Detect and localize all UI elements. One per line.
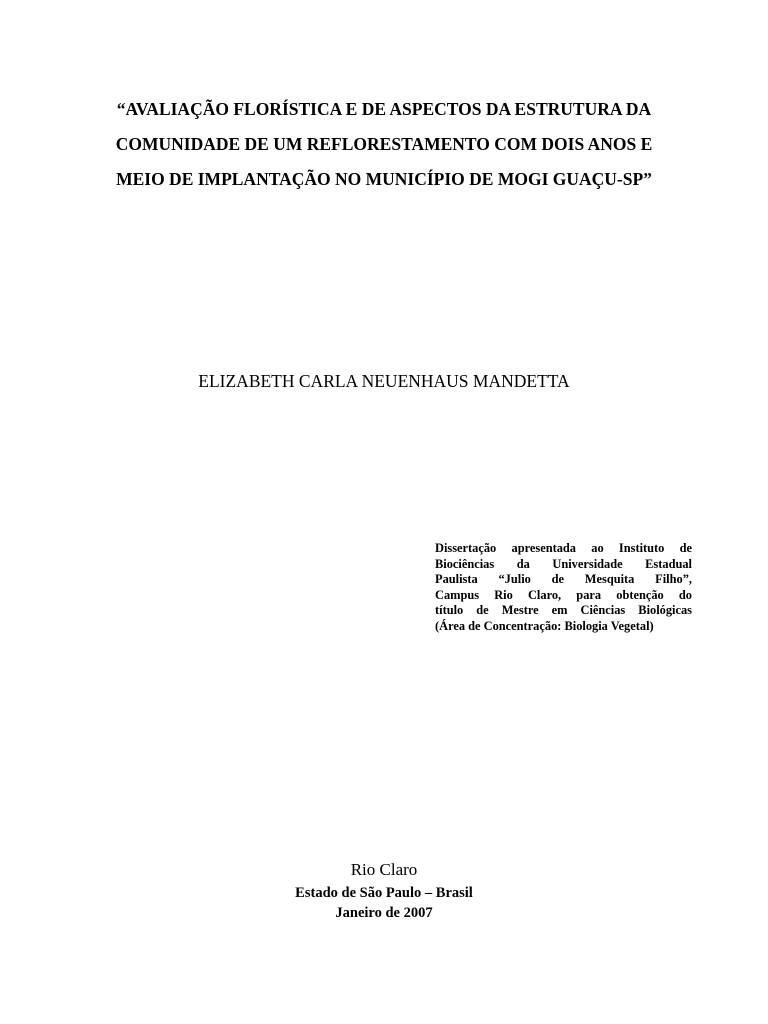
title-line-3: MEIO DE IMPLANTAÇÃO NO MUNICÍPIO DE MOGI GUAÇU-SP”: [116, 169, 652, 189]
author-name: ELIZABETH CARLA NEUENHAUS MANDETTA: [198, 371, 570, 391]
footer-block: [184, 857, 584, 923]
title-line-1: “AVALIAÇÃO FLORÍSTICA E DE ASPECTOS DA ESTRUTURA DA: [116, 99, 652, 119]
dissertation-title: [60, 92, 708, 197]
note-line-4: Campus Rio Claro, para obtenção do: [435, 587, 692, 602]
title-line-2: COMUNIDADE DE UM REFLORESTAMENTO COM DOIS ANOS E: [115, 134, 653, 154]
note-line-5: título de Mestre em Ciências Biológicas: [435, 603, 692, 618]
footer-state: Estado de São Paulo – Brasil: [295, 885, 473, 901]
note-line-6: (Área de Concentração: Biologia Vegetal): [435, 618, 654, 633]
note-line-2: Biociências da Universidade Estadual: [435, 556, 692, 571]
dissertation-note: [435, 541, 692, 635]
footer-date: Janeiro de 2007: [335, 905, 433, 921]
footer-city: Rio Claro: [350, 860, 418, 879]
note-line-3: Paulista “Julio de Mesquita Filho”,: [435, 572, 692, 587]
note-line-1: Dissertação apresentada ao Instituto de: [435, 541, 692, 555]
